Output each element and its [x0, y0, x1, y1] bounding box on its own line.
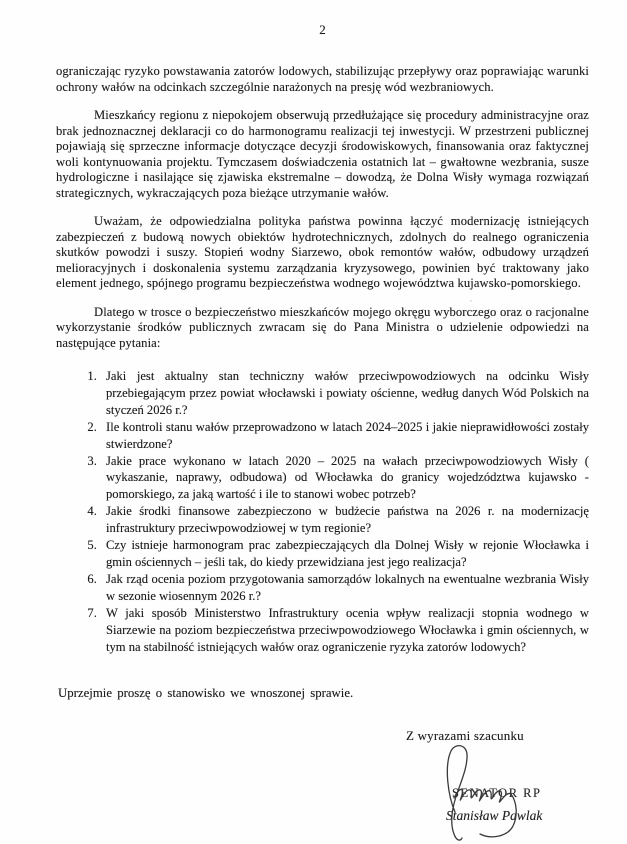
salutation: Z wyrazami szacunku: [406, 728, 524, 743]
question-item-7: 7. W jaki sposób Ministerstwo Infrastruktury ocenia wpływ realizacji stopnia wodnego w Siarzewie na poziom bezpieczeństwa przeciwpowodziowego Włocławka i gmin ościennych, w tym na stabilność istniejących wałów oraz ograniczenie ryzyka zatorów lodowych?: [100, 605, 589, 656]
question-item-3: 3. Jakie prace wykonano w latach 2020 – 2025 na wałach przeciwpowodziowych Wisły ( wykaszanie, naprawy, odbudowa) od Włocławka do granicy wojedzództwa kujawsko - pomorskiego, za jaką wartość i ile to stanowi wobec potrzeb?: [100, 453, 589, 504]
paragraph-request-intro: Dlatego w trosce o bezpieczeństwo mieszkańców mojego okręgu wyborczego oraz o racjonalne wykorzystanie środków publicznych zwracam się do Pana Ministra o udzielenie odpowiedzi na następujące pytania:: [56, 304, 589, 350]
question-item-6: 6. Jak rząd ocenia poziom przygotowania samorządów lokalnych na ewentualne wezbrania Wisły w sezonie wiosennym 2026 r.?: [100, 571, 589, 605]
scan-speck: [250, 620, 252, 622]
closing-request: Uprzejmie proszę o stanowisko we wnoszonej sprawie.: [58, 686, 354, 701]
signature-block: [406, 728, 606, 844]
scan-speck: [470, 300, 472, 302]
paragraph-residents-concern: Mieszkańcy regionu z niepokojem obserwują przedłużające się procedury administracyjne oraz brak jednoznacznej deklaracji co do harmonogramu realizacji tej inwestycji. W przestrzeni publicznej pojawiają się sprzeczne informacje dotyczące decyzji środowiskowych, finansowania oraz faktycznej woli kontynuowania projektu. Tymczasem doświadczenia ostatnich lat – gwałtowne wezbrania, susze hydrologiczne i nasilające się zjawiska ekstremalne – dowodzą, że Dolna Wisły wymaga rozwiązań strategicznych, wykraczających poza bieżące utrzymanie wałów.: [56, 108, 589, 200]
handwritten-signature: [424, 742, 542, 842]
questions-list: [56, 368, 589, 655]
signature-name: Stanisław Pawlak: [446, 808, 543, 823]
question-item-1: 1. Jaki jest aktualny stan techniczny wałów przeciwpowodziowych na odcinku Wisły przebiegającym przez powiat włocławski i powiaty ościenne, według danych Wód Polskich na styczeń 2026 r.?: [100, 368, 589, 419]
question-item-4: 4. Jakie środki finansowe zabezpieczono w budżecie państwa na 2026 r. na modernizację infrastruktury przeciwpowodziowej w tym regionie?: [100, 503, 589, 537]
scan-speck: [120, 140, 122, 142]
paragraph-continuation: ograniczając ryzyko powstawania zatorów lodowych, stabilizując przepływy oraz poprawiając warunki ochrony wałów na odcinkach szczególnie narażonych na presję wód wezbraniowych.: [56, 64, 589, 94]
paragraph-policy-opinion: Uważam, że odpowiedzialna polityka państwa powinna łączyć modernizację istniejących zabezpieczeń z budową nowych obiektów hydrotechnicznych, zdolnych do realnego ograniczenia skutków powodzi i suszy. Stopień wodny Siarzewo, obok remontów wałów, odbudowy urządzeń melioracyjnych i doskonalenia systemu zarządzania kryzysowego, powinien być traktowany jako element jednego, spójnego programu bezpieczeństwa wodnego województwa kujawsko-pomorskiego.: [56, 214, 589, 290]
question-item-5: 5. Czy istnieje harmonogram prac zabezpieczających dla Dolnej Wisły w rejonie Włocławka i gmin ościennych – jeśli tak, do kiedy przewidziana jest jego realizacja?: [100, 537, 589, 571]
question-item-2: 2. Ile kontroli stanu wałów przeprowadzono w latach 2024–2025 i jakie nieprawidłowości zostały stwierdzone?: [100, 419, 589, 453]
page-number: 2: [319, 22, 326, 37]
senator-title: SENATOR RP: [452, 786, 542, 800]
